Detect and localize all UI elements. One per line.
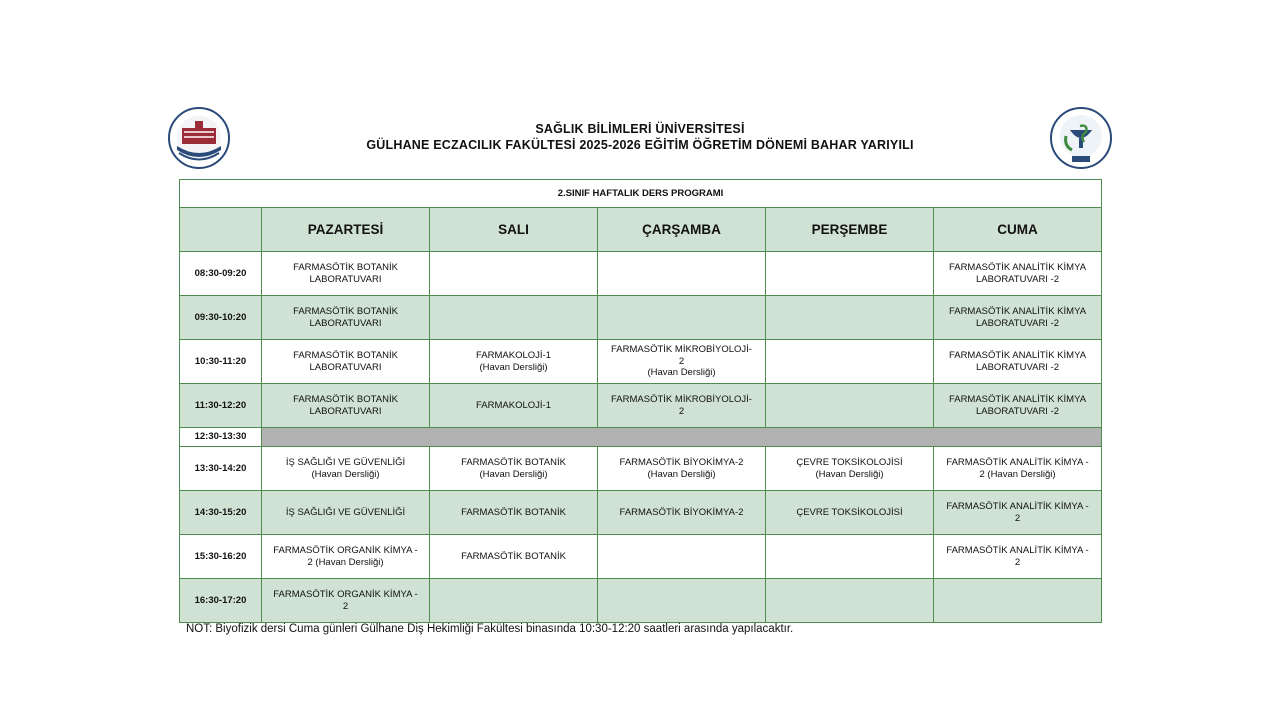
- course-cell-thursday: [766, 579, 934, 623]
- course-cell-wednesday: FARMASÖTİK BİYOKİMYA-2 (Havan Dersliği): [598, 447, 766, 491]
- lunch-break-row: [180, 428, 1102, 447]
- course-cell-wednesday: FARMASÖTİK BİYOKİMYA-2: [598, 491, 766, 535]
- course-cell-wednesday: [598, 252, 766, 296]
- course-cell-tuesday: [430, 296, 598, 340]
- course-cell-friday: FARMASÖTİK ANALİTİK KİMYA LABORATUVARI -2: [934, 340, 1102, 384]
- course-cell-tuesday: FARMASÖTİK BOTANİK: [430, 491, 598, 535]
- course-cell-tuesday: FARMAKOLOJİ-1: [430, 384, 598, 428]
- time-slot-label: 11:30-12:20: [180, 384, 262, 428]
- time-slot-row: [180, 252, 1102, 296]
- course-cell-tuesday: [430, 579, 598, 623]
- course-cell-monday: FARMASÖTİK ORGANİK KİMYA - 2: [262, 579, 430, 623]
- course-cell-monday: FARMASÖTİK BOTANİK LABORATUVARI: [262, 384, 430, 428]
- time-slot-label: 13:30-14:20: [180, 447, 262, 491]
- course-cell-monday: FARMASÖTİK BOTANİK LABORATUVARI: [262, 340, 430, 384]
- course-cell-wednesday: [598, 296, 766, 340]
- course-cell-wednesday: [598, 579, 766, 623]
- time-slot-row: [180, 447, 1102, 491]
- course-cell-wednesday: [598, 535, 766, 579]
- day-header-friday: CUMA: [934, 208, 1102, 252]
- time-slot-label: 16:30-17:20: [180, 579, 262, 623]
- day-header-monday: PAZARTESİ: [262, 208, 430, 252]
- university-name: SAĞLIK BİLİMLERİ ÜNİVERSİTESİ: [535, 122, 745, 136]
- course-cell-monday: İŞ SAĞLIĞI VE GÜVENLİĞİ: [262, 491, 430, 535]
- day-header-thursday: PERŞEMBE: [766, 208, 934, 252]
- course-cell-friday: FARMASÖTİK ANALİTİK KİMYA LABORATUVARI -2: [934, 296, 1102, 340]
- day-header-tuesday: SALI: [430, 208, 598, 252]
- time-slot-row: [180, 491, 1102, 535]
- time-slot-label: 14:30-15:20: [180, 491, 262, 535]
- time-slot-row: [180, 579, 1102, 623]
- time-slot-label: 09:30-10:20: [180, 296, 262, 340]
- corner-cell: [180, 208, 262, 252]
- weekly-schedule-table: [179, 179, 1102, 623]
- day-header-row: [180, 208, 1102, 252]
- course-cell-thursday: [766, 535, 934, 579]
- course-cell-thursday: [766, 296, 934, 340]
- course-cell-tuesday: [430, 252, 598, 296]
- course-cell-tuesday: FARMASÖTİK BOTANİK: [430, 535, 598, 579]
- course-cell-friday: [934, 579, 1102, 623]
- course-cell-friday: FARMASÖTİK ANALİTİK KİMYA - 2: [934, 491, 1102, 535]
- lunch-break-bar: [262, 428, 1102, 447]
- faculty-term-title: GÜLHANE ECZACILIK FAKÜLTESİ 2025-2026 EĞİTİM ÖĞRETİM DÖNEMİ BAHAR YARIYILI: [366, 138, 914, 152]
- time-slot-label: 10:30-11:20: [180, 340, 262, 384]
- course-cell-thursday: [766, 340, 934, 384]
- course-cell-thursday: ÇEVRE TOKSİKOLOJİSİ (Havan Dersliği): [766, 447, 934, 491]
- document-header: [0, 121, 1280, 153]
- time-slot-label: 08:30-09:20: [180, 252, 262, 296]
- course-cell-friday: FARMASÖTİK ANALİTİK KİMYA LABORATUVARI -2: [934, 252, 1102, 296]
- time-slot-row: [180, 296, 1102, 340]
- course-cell-monday: FARMASÖTİK BOTANİK LABORATUVARI: [262, 252, 430, 296]
- course-cell-friday: FARMASÖTİK ANALİTİK KİMYA LABORATUVARI -2: [934, 384, 1102, 428]
- course-cell-friday: FARMASÖTİK ANALİTİK KİMYA - 2 (Havan Dersliği): [934, 447, 1102, 491]
- time-slot-row: [180, 340, 1102, 384]
- course-cell-monday: İŞ SAĞLIĞI VE GÜVENLİĞİ (Havan Dersliği): [262, 447, 430, 491]
- time-slot-row: [180, 384, 1102, 428]
- course-cell-tuesday: FARMASÖTİK BOTANİK (Havan Dersliği): [430, 447, 598, 491]
- course-cell-monday: FARMASÖTİK ORGANİK KİMYA - 2 (Havan Dersliği): [262, 535, 430, 579]
- course-cell-monday: FARMASÖTİK BOTANİK LABORATUVARI: [262, 296, 430, 340]
- time-slot-row: [180, 535, 1102, 579]
- day-header-wednesday: ÇARŞAMBA: [598, 208, 766, 252]
- footnote: NOT: Biyofizik dersi Cuma günleri Gülhane Diş Hekimliği Fakültesi binasında 10:30-12:20 saatleri arasında yapılacaktır.: [186, 623, 794, 635]
- course-cell-tuesday: FARMAKOLOJİ-1 (Havan Dersliği): [430, 340, 598, 384]
- course-cell-wednesday: FARMASÖTİK MİKROBİYOLOJİ- 2: [598, 384, 766, 428]
- schedule-title: 2.SINIF HAFTALIK DERS PROGRAMI: [180, 180, 1102, 208]
- course-cell-friday: FARMASÖTİK ANALİTİK KİMYA - 2: [934, 535, 1102, 579]
- course-cell-wednesday: FARMASÖTİK MİKROBİYOLOJİ- 2 (Havan Dersliği): [598, 340, 766, 384]
- course-cell-thursday: ÇEVRE TOKSİKOLOJİSİ: [766, 491, 934, 535]
- time-slot-label: 12:30-13:30: [180, 428, 262, 447]
- course-cell-thursday: [766, 384, 934, 428]
- time-slot-label: 15:30-16:20: [180, 535, 262, 579]
- course-cell-thursday: [766, 252, 934, 296]
